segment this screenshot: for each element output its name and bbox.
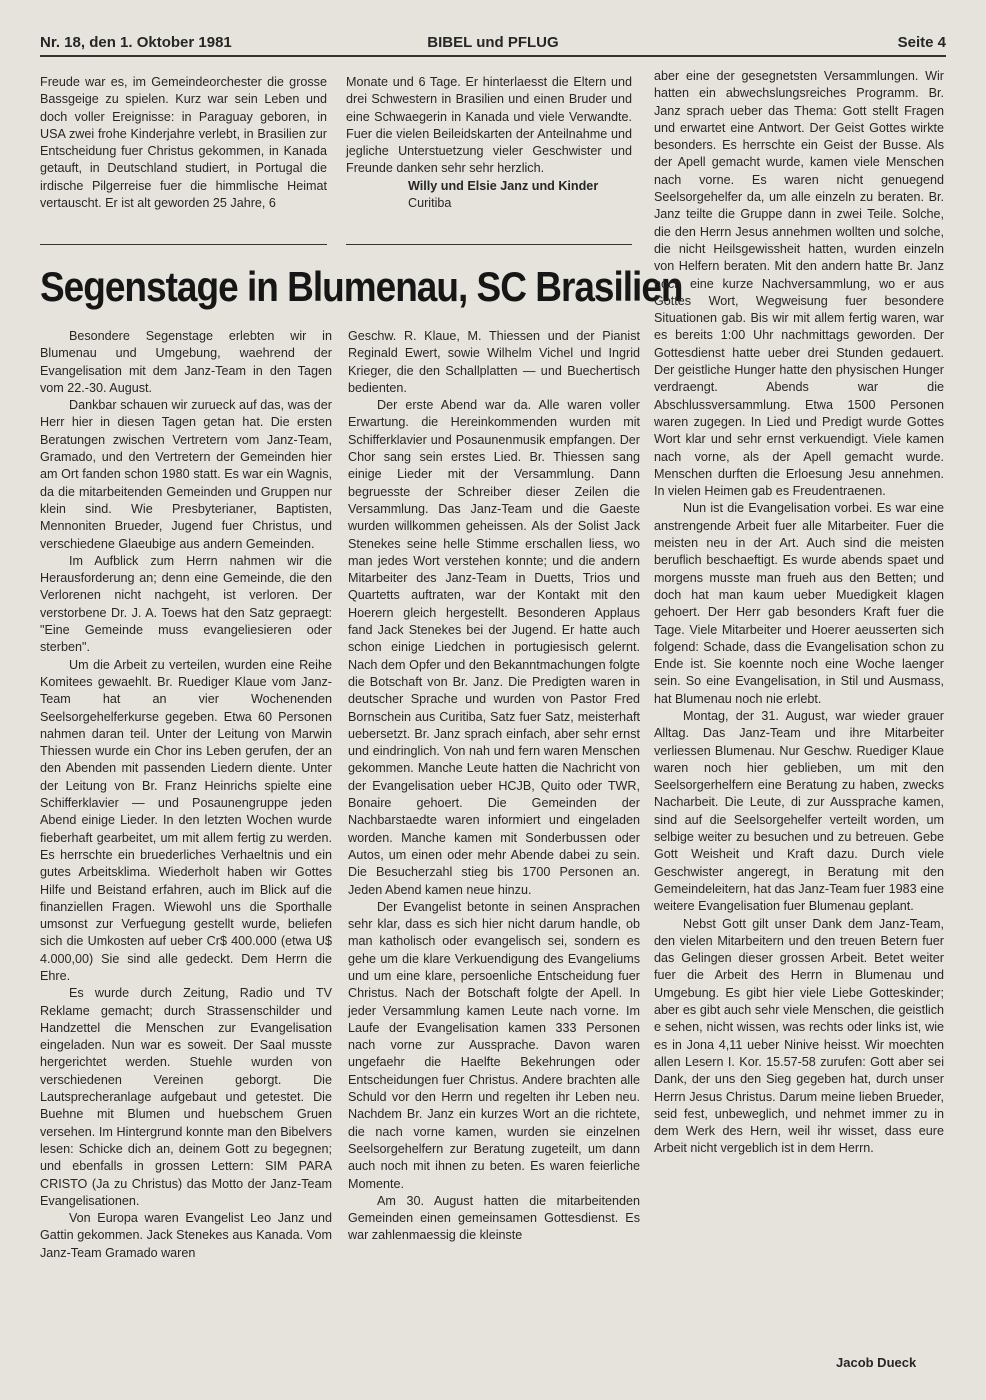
paragraph: Geschw. R. Klaue, M. Thiessen und der Pianist Reginald Ewert, sowie Wilhelm Vichel und Ingrid Krieger, die den Schallplatten — und Buechertisch bedienten. — [348, 329, 640, 395]
paragraph: Nebst Gott gilt unser Dank dem Janz-Team, den vielen Mitarbeitern und den treuen Betern fuer das Gelingen dieser grossen Arbeit. Betet weiter fuer die Arbeit des Herrn in Blumenau und Umgebung. Es gibt hier viele Liebe Gotteskinder; aber es gibt auch sehr viele Menschen, die geistlich e sehen, nicht wissen, was rechts oder links ist, wie es in Jona 4,11 ueber Ninive heisst. Wir moechten allen Lesern I. Kor. 15.57-58 zurufen: Gott aber sei Dank, der uns den Sieg gegeben hat, durch unser Herrn Jesus Christus. Darum meine lieben Brueder, seid fest, unbeweglich, und nehmet immer zu in dem Werk des Hern, weil ihr wisset, dass eure Arbeit nicht vergeblich ist in dem Herrn. — [654, 916, 944, 1156]
paragraph: Der Evangelist betonte in seinen Ansprachen sehr klar, dass es sich hier nicht darum handle, ob man katholisch oder evangelisch sei, sondern es gehe um die klare Verkuendigung des Evangeliums und um eine klare, persoenliche Entscheidung fuer Christus. Nach der Botschaft folgte der Apell. In jeder Versammlung kamen Leute nach vorne. Im Laufe der Evangelisation kamen 333 Personen nach vorne zur Aussprache. Davon waren ungefaehr die Haelfte Bekehrungen oder Entscheidungen fuer Christus. Andere brachten alle Schuld vor den Herrn und regelten ihr Leben neu. Nachdem Br. Janz ein kurzes Wort an die richtete, die nach vorne kamen, wurden sie einzelnen Seelsorgehelfern zur Beratung zugeteilt, um dann auch noch mit ihnen zu beten. Es waren feierliche Momente. — [348, 899, 640, 1191]
obituary-text-1: Freude war es, im Gemeindeorchester die grosse Bassgeige zu spielen. Kurz war sein Leben und doch voller Ereignisse: in Paraguay geboren, in USA zwei frohe Kinderjahre verlebt, in Brasilien zur Entscheidung fuer Christus gekommen, in Kanada getauft, in Deutschland studiert, in Portugal die irdische Pilgerreise fuer die himmlische Heimat vertauscht. Er ist alt geworden 25 Jahre, 6 — [40, 75, 327, 211]
obituary-column-2 — [346, 74, 632, 212]
paragraph: Besondere Segenstage erlebten wir in Blumenau und Umgebung, waehrend der Evangelisation mit dem Janz-Team in den Tagen vom 22.-30. August. — [40, 329, 332, 395]
article-author: Jacob Dueck — [836, 1355, 917, 1370]
paragraph: Montag, der 31. August, war wieder grauer Alltag. Das Janz-Team und ihre Mitarbeiter verliessen Blumenau. Nur Geschw. Ruediger Klaue waren noch hier geblieben, um mit den Seelsorgerhelfern eine Beratung zu haben, zwecks Nacharbeit. Die Leute, di zur Aussprache kamen, sind auf die Seelsorgehelfer verteilt worden, um selbige weiter zu besuchen und zu betreuen. Gebe Gott Weisheit und Kraft dazu. Durch viele Geschwister angeregt, in Beratung mit den Gemeindeleitern, hat das Janz-Team fuer 1983 eine weitere Evangelisation fuer Blumenau geplant. — [654, 708, 944, 914]
paragraph: Um die Arbeit zu verteilen, wurden eine Reihe Komitees gewaehlt. Br. Ruediger Klaue vom Janz-Team hat an vier Wochenenden Seelsorgehelferkurse gegeben. Etwa 60 Personen nahmen daran teil. Unter der Leitung von Marwin Thiessen wurde ein Chor ins Leben gerufen, der an den Abenden mit passenden Liedern diente. Unter der Leitung von Br. Franz Heinrichs spielte eine Schifferklavier — und Posaunengruppe jeden Abend einige Lieder. In den letzten Wochen wurde fieberhaft gearbeitet, um mit allem fertig zu werden. Es herrschte ein bruederliches Verhaeltnis und ein gutes Arbeitsklima. Wiederholt haben wir Gottes Hilfe und Beistand erfahren, auch im Blick auf die finanziellen Fragen. Wiewohl uns die Sporthalle umsonst zur Verfuegung gestellt wurde, beliefen sich die Umkosten auf ueber Cr$ 400.000 (etwa U$ 4.000,00) Sie sind alle gedeckt. Dem Herrn die Ehre. — [40, 657, 332, 983]
paragraph: aber eine der gesegnetsten Versammlungen. Wir hatten ein abwechslungsreiches Programm. Br. Janz sprach ueber das Thema: Gott stellt Fragen und erwartet eine Antwort. Der Geist Gottes wirkte besonders. Es herrschte ein Geist der Busse. Als der Apell gemacht wurde, kamen viele Menschen nach vorne. Es waren nicht genuegend Seelsorgehelfer da, um alle einzeln zu beraten. Br. Janz teilte die Gruppe dann in zwei Teile. Solche, die den Herrn Jesus annehmen wollten und solche, die nicht Heilsgewissheit hatten, wurden einzeln von Helfern beraten. Mit den andern hatte Br. Janz noch eine kurze Nachversammlung, wo er aus Gottes Wort, Wegweisung fuer besondere Situationen gab. Bis wir mit allem fertig waren, war es bereits 1:00 Uhr nachmittags geworden. Der Gottesdienst hatte ueber drei Stunden gedauert. Der geistliche Hunger hatte den physischen Hunger verdraengt. Abends war die Abschlussversammlung. Etwa 1500 Personen waren zugegen. In Lied und Predigt wurde Gottes Wort klar und sehr ernst verkuendigt. Viele kamen nach vorne, als der Apell gemacht wurde. Menschen durften die Erloesung Jesu annehmen. In vielen Heimen gab es Freudentraenen. — [654, 69, 944, 499]
paragraph: Es wurde durch Zeitung, Radio und TV Reklame gemacht; durch Strassenschilder und Handzettel die Menschen zur Evangelisation eingeladen. Nun war es soweit. Der Saal musste hergerichtet werden. Stuehle wurden von verschiedenen Vereinen geborgt. Die Lautsprecheranlage aufgebaut und getestet. Die Buehne mit Blumen und huebschem Gruen versehen. Im Hintergrund konnte man den Bibelvers lesen: Schicke dich an, deinem Gott zu begegnen; und ebenfalls in grossen Lettern: SIM PARA CRISTO (Ja zu Christus) das Motto der Janz-Team Evangelisationen. — [40, 986, 332, 1208]
paragraph: Der erste Abend war da. Alle waren voller Erwartung. die Hereinkommenden wurden mit Schifferklavier und Posaunenmusik empfangen. Der Chor sang sein erstes Lied. Br. Thiessen sang einige Lieder mit der Versammlung. Dann begruesste der Schreiber dieser Zeilen die Versammlung. Das Janz-Team und die Gaeste wurden willkommen geheissen. Als der Solist Jack Stenekes seine helle Stimme erschallen liess, wo man jedes Wort verstehen konnte; und die andern Mitarbeiter des Janz-Team in Duetts, Trios und Quartetts auftraten, war der Kontakt mit den Hoerern gleich hergestellt. Besonderen Applaus fand Jack Stenekes bei der Jugend. Er hatte auch schon einige Liedchen in portugiesisch gelernt. Nach dem Opfer und den Bekanntmachungen folgte die Botschaft von Br. Janz. Die Predigten waren in deutscher Sprache und wurden von Pastor Fred Bornschein aus Curitiba, Satz fuer Satz, meisterhaft uebersetzt. Br. Janz sprach einfach, aber sehr ernst und eindringlich. Von nah und fern waren Menschen gekommen. Manche Leute hatten die Nachricht von der Evangelisation ueber HCJB, Quito oder TWR, Bonaire gehoert. Die Gemeinden der Nachbarstaedte waren informiert und eingeladen worden. Manche kamen mit Sonderbussen oder Autos, um einen oder mehr Abende dabei zu sein. Die Besucherzahl stieg bis 1700 Personen an. Jeden Abend kamen neue hinzu. — [348, 398, 640, 897]
publication-name: BIBEL und PFLUG — [427, 34, 559, 51]
section-divider-2 — [346, 244, 632, 245]
obituary-signature: Willy und Elsie Janz und Kinder — [408, 178, 599, 193]
paragraph: Von Europa waren Evangelist Leo Janz und Gattin gekommen. Jack Stenekes aus Kanada. Vom Janz-Team Gramado waren — [40, 1211, 332, 1260]
article-column-3 — [654, 68, 944, 1158]
page-number: Seite 4 — [897, 34, 946, 51]
paragraph: Im Aufblick zum Herrn nahmen wir die Herausforderung an; denn eine Gemeinde, die den Verlorenen nicht nachgeht, ist verloren. Der verstorbene Dr. J. A. Toews hat den Satz gepraegt: "Eine Gemeinde muss evangeliesieren oder sterben". — [40, 553, 332, 655]
paragraph: Nun ist die Evangelisation vorbei. Es war eine anstrengende Arbeit fuer alle Mitarbeiter. Fuer die meisten neu in der Art. Auch sind die meisten beruflich beschaeftigt. Es wurde abends spaet und morgens musste man frueh aus den Betten; und doch hat man kaum ueber Muedigkeit klagen gehoert. Der Herr gab besonders Kraft fuer die Tage. Viele Mitarbeiter und Hoerer aeusserten sich folgend: Schade, dass die Evangelisation schon zu Ende ist. Sie koennte noch eine Woche laenger sein. So eine Evangelisation, in Stil und Ausmass, hat Blumenau noch nie erlebt. — [654, 501, 944, 706]
obituary-place: Curitiba — [408, 196, 452, 211]
article-headline: Segenstage in Blumenau, SC Brasilien — [40, 264, 683, 310]
paragraph: Dankbar schauen wir zurueck auf das, was der Herr hier in diesen Tagen getan hat. Die ersten Beratungen zwischen Vertretern vom Janz-Team, Gramado, und den Vertretern der Gemeinden hier am Ort fanden schon 1980 statt. Es war ein Wagnis, da die mitarbeitenden Gemeinden und Gruppen nur klein sind. Wie Presbyterianer, Baptisten, Mennoniten Brueder, Jugend fuer Christus, und verschiedene Glaeubige aus andern Gemeinden. — [40, 398, 332, 551]
obituary-column-1 — [40, 74, 327, 212]
paragraph: Am 30. August hatten die mitarbeitenden Gemeinden einen gemeinsamen Gottesdienst. Es war zahlenmaessig die kleinste — [348, 1193, 640, 1243]
section-divider-1 — [40, 244, 327, 245]
article-column-1 — [40, 328, 332, 1262]
obituary-text-2: Monate und 6 Tage. Er hinterlaesst die Eltern und drei Schwestern in Brasilien und einen Bruder und eine Schwaegerin in Kanada und viele Verwandte. Fuer die vielen Beileidskarten der Anteilnahme und jegliche Unterstuetzung vieler Geschwister und Freunde danken sehr sehr herzlich. — [346, 75, 632, 176]
header-divider — [40, 55, 946, 57]
issue-info: Nr. 18, den 1. Oktober 1981 — [40, 34, 232, 51]
article-column-2 — [348, 328, 640, 1245]
